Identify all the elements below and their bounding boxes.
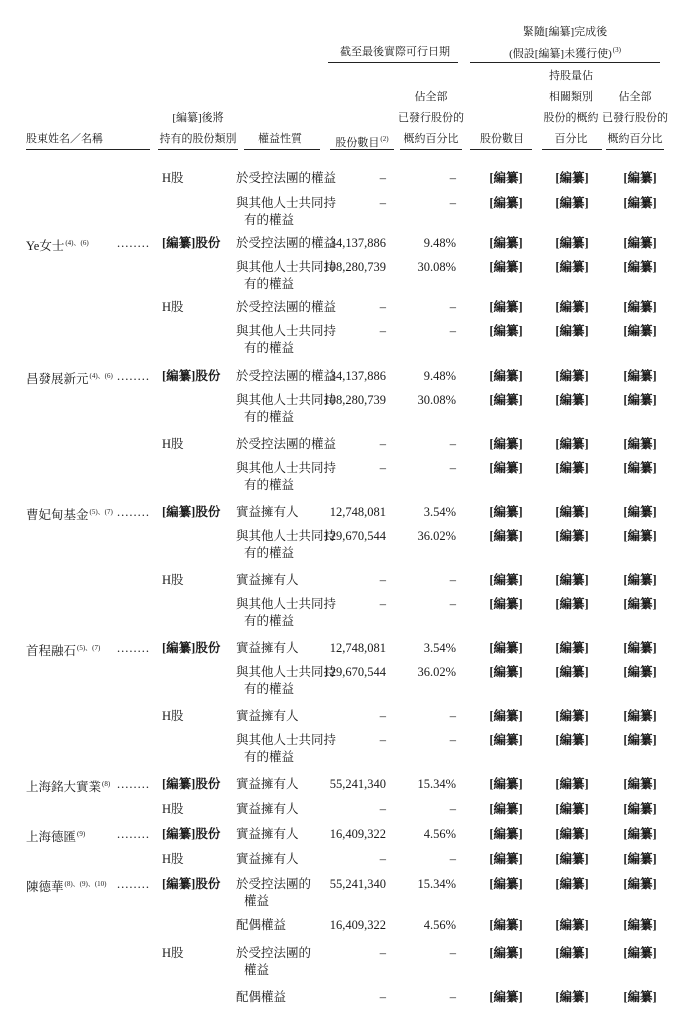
nature-of-interest-cont: 有的權益 — [244, 750, 295, 764]
redacted-after-class-pct: [編纂] — [555, 196, 589, 210]
redacted-after-shares: [編纂] — [489, 777, 523, 791]
redacted-after-shares: [編纂] — [489, 827, 523, 841]
nature-of-interest-cont: 權益 — [244, 894, 270, 908]
group-header-latest: 截至最後實際可行日期 — [340, 46, 450, 58]
redacted-after-class-pct: [編纂] — [555, 777, 589, 791]
shareholding-pct: 9.48% — [423, 236, 456, 250]
nature-of-interest-cont: 有的權益 — [244, 213, 295, 227]
share-class: [編纂]股份 — [162, 777, 221, 791]
col-rule-class — [158, 149, 238, 150]
col-header-after-class-line3: 股份的概約 — [543, 112, 599, 124]
share-count: – — [379, 946, 386, 960]
nature-of-interest: 與其他人士共同持 — [236, 733, 337, 747]
share-class: [編纂]股份 — [162, 505, 221, 519]
redacted-after-total-pct: [編纂] — [623, 665, 657, 679]
redacted-after-total-pct: [編纂] — [623, 529, 657, 543]
shareholding-pct: – — [449, 196, 456, 210]
shareholding-pct: – — [449, 461, 456, 475]
share-count: – — [379, 990, 386, 1004]
redacted-after-total-pct: [編纂] — [623, 324, 657, 338]
redacted-after-shares: [編纂] — [489, 461, 523, 475]
col-header-after-total-line1: 佔全部 — [618, 91, 652, 103]
redacted-after-class-pct: [編纂] — [555, 393, 589, 407]
share-count: – — [379, 573, 386, 587]
note-ref: (9) — [77, 830, 86, 838]
redacted-after-shares: [編纂] — [489, 597, 523, 611]
dot-leader: ........ — [117, 369, 150, 383]
redacted-after-class-pct: [編纂] — [555, 990, 589, 1004]
redacted-after-total-pct: [編纂] — [623, 260, 657, 274]
col-rule-pct — [400, 149, 462, 150]
share-count: 55,241,340 — [329, 777, 386, 791]
nature-of-interest-cont: 權益 — [244, 963, 270, 977]
nature-of-interest: 與其他人士共同持 — [236, 529, 337, 543]
redacted-after-class-pct: [編纂] — [555, 733, 589, 747]
col-rule-after-total — [606, 149, 664, 150]
shareholding-pct: 15.34% — [417, 877, 456, 891]
dot-leader: ........ — [117, 236, 150, 250]
dot-leader: ........ — [117, 827, 150, 841]
redacted-after-class-pct: [編纂] — [555, 802, 589, 816]
share-class: H股 — [162, 709, 184, 723]
redacted-after-class-pct: [編纂] — [555, 369, 589, 383]
share-count: – — [379, 300, 386, 314]
shareholding-pct: – — [449, 597, 456, 611]
share-count: 16,409,322 — [329, 827, 386, 841]
note-ref: (8) — [102, 780, 111, 788]
col-rule-nature — [244, 149, 320, 150]
share-count: – — [379, 709, 386, 723]
nature-of-interest: 與其他人士共同持 — [236, 260, 337, 274]
redacted-after-class-pct: [編纂] — [555, 573, 589, 587]
redacted-after-total-pct: [編纂] — [623, 171, 657, 185]
redacted-after-total-pct: [編纂] — [623, 852, 657, 866]
shareholding-pct: – — [449, 990, 456, 1004]
group-header-after-line2: (假設[編纂]未獲行使)$^{(3)}$ — [509, 46, 621, 60]
dot-leader: ........ — [117, 777, 150, 791]
group-header-latest-rule — [328, 62, 458, 63]
redacted-after-shares: [編纂] — [489, 946, 523, 960]
dot-leader: ........ — [117, 877, 150, 891]
redacted-after-total-pct: [編纂] — [623, 437, 657, 451]
redacted-after-shares: [編纂] — [489, 529, 523, 543]
nature-of-interest: 與其他人士共同持 — [236, 196, 337, 210]
share-count: 129,670,544 — [323, 665, 386, 679]
shareholding-pct: – — [449, 733, 456, 747]
redacted-after-shares: [編纂] — [489, 236, 523, 250]
col-header-shares: 股份數目$^{(2)}$ — [335, 135, 389, 149]
redacted-after-total-pct: [編纂] — [623, 573, 657, 587]
shareholding-pct: – — [449, 324, 456, 338]
shareholding-pct: – — [449, 437, 456, 451]
redacted-after-shares: [編纂] — [489, 877, 523, 891]
col-header-pct-line1: 佔全部 — [414, 91, 448, 103]
share-class: H股 — [162, 852, 184, 866]
shareholding-pct: 36.02% — [417, 529, 456, 543]
share-count: – — [379, 802, 386, 816]
redacted-after-total-pct: [編纂] — [623, 505, 657, 519]
redacted-after-total-pct: [編纂] — [623, 777, 657, 791]
redacted-after-shares: [編纂] — [489, 573, 523, 587]
share-class: [編纂]股份 — [162, 827, 221, 841]
nature-of-interest: 與其他人士共同持 — [236, 665, 337, 679]
shareholding-pct: 4.56% — [423, 827, 456, 841]
redacted-after-total-pct: [編纂] — [623, 461, 657, 475]
redacted-after-shares: [編纂] — [489, 393, 523, 407]
redacted-after-class-pct: [編纂] — [555, 877, 589, 891]
nature-of-interest-cont: 有的權益 — [244, 410, 295, 424]
shareholder-name-text: 首程融石 — [26, 644, 77, 658]
redacted-after-class-pct: [編纂] — [555, 641, 589, 655]
nature-of-interest: 配偶權益 — [236, 990, 287, 1004]
redacted-after-class-pct: [編纂] — [555, 300, 589, 314]
nature-of-interest-cont: 有的權益 — [244, 478, 295, 492]
nature-of-interest: 於受控法團的權益 — [236, 171, 337, 185]
note-ref: (8)、(9)、(10) — [64, 880, 107, 888]
shareholder-name-text: 昌發展新元 — [26, 372, 89, 386]
nature-of-interest: 實益擁有人 — [236, 505, 299, 519]
redacted-after-class-pct: [編纂] — [555, 236, 589, 250]
redacted-after-class-pct: [編纂] — [555, 505, 589, 519]
redacted-after-shares: [編纂] — [489, 802, 523, 816]
share-class: [編纂]股份 — [162, 641, 221, 655]
col-header-after-class-line4: 百分比 — [554, 133, 588, 145]
shareholding-pct: – — [449, 802, 456, 816]
nature-of-interest: 配偶權益 — [236, 918, 287, 932]
shareholding-pct: – — [449, 946, 456, 960]
shareholding-pct: 4.56% — [423, 918, 456, 932]
nature-of-interest: 實益擁有人 — [236, 802, 299, 816]
nature-of-interest: 實益擁有人 — [236, 777, 299, 791]
share-count: – — [379, 733, 386, 747]
redacted-after-shares: [編纂] — [489, 369, 523, 383]
nature-of-interest: 實益擁有人 — [236, 852, 299, 866]
redacted-after-shares: [編纂] — [489, 852, 523, 866]
shareholding-pct: 3.54% — [423, 505, 456, 519]
redacted-after-shares: [編纂] — [489, 196, 523, 210]
nature-of-interest: 實益擁有人 — [236, 641, 299, 655]
redacted-after-total-pct: [編纂] — [623, 877, 657, 891]
nature-of-interest-cont: 有的權益 — [244, 277, 295, 291]
col-header-class-line2: 持有的股份類別 — [159, 133, 237, 145]
nature-of-interest: 與其他人士共同持 — [236, 597, 337, 611]
redacted-after-total-pct: [編纂] — [623, 990, 657, 1004]
nature-of-interest: 與其他人士共同持 — [236, 461, 337, 475]
nature-of-interest: 與其他人士共同持 — [236, 324, 337, 338]
share-count: 108,280,739 — [323, 393, 386, 407]
share-count: – — [379, 597, 386, 611]
share-class: H股 — [162, 171, 184, 185]
nature-of-interest: 實益擁有人 — [236, 573, 299, 587]
redacted-after-class-pct: [編纂] — [555, 529, 589, 543]
shareholder-name-text: Ye女士 — [26, 239, 65, 253]
nature-of-interest-cont: 有的權益 — [244, 341, 295, 355]
share-class: [編纂]股份 — [162, 877, 221, 891]
nature-of-interest: 於受控法團的權益 — [236, 437, 337, 451]
redacted-after-total-pct: [編纂] — [623, 300, 657, 314]
col-header-after-shares: 股份數目 — [480, 133, 524, 145]
nature-of-interest: 於受控法團的權益 — [236, 236, 337, 250]
col-header-after-class-line2: 相關類別 — [549, 91, 593, 103]
share-count: – — [379, 196, 386, 210]
share-count: 34,137,886 — [329, 369, 386, 383]
shareholder-name-text: 曹妃甸基金 — [26, 508, 89, 522]
redacted-after-class-pct: [編纂] — [555, 852, 589, 866]
col-header-nature: 權益性質 — [258, 133, 302, 145]
redacted-after-total-pct: [編纂] — [623, 236, 657, 250]
redacted-after-total-pct: [編纂] — [623, 827, 657, 841]
col-rule-name — [26, 149, 150, 150]
shareholding-pct: 3.54% — [423, 641, 456, 655]
redacted-after-class-pct: [編纂] — [555, 461, 589, 475]
nature-of-interest: 於受控法團的 — [236, 946, 312, 960]
redacted-after-class-pct: [編纂] — [555, 437, 589, 451]
share-count: 12,748,081 — [329, 641, 386, 655]
col-header-pct-line2: 已發行股份的 — [398, 112, 464, 124]
share-count: – — [379, 852, 386, 866]
group-header-after-line1: 緊隨[編纂]完成後 — [522, 26, 608, 38]
redacted-after-shares: [編纂] — [489, 709, 523, 723]
redacted-after-class-pct: [編纂] — [555, 827, 589, 841]
nature-of-interest-cont: 有的權益 — [244, 546, 295, 560]
col-rule-shares — [330, 149, 394, 150]
redacted-after-shares: [編纂] — [489, 733, 523, 747]
note-ref: (4)、(6) — [65, 239, 89, 247]
redacted-after-total-pct: [編纂] — [623, 641, 657, 655]
redacted-after-shares: [編纂] — [489, 171, 523, 185]
redacted-after-shares: [編纂] — [489, 665, 523, 679]
col-header-after-total-line3: 概約百分比 — [607, 133, 663, 145]
share-class: H股 — [162, 437, 184, 451]
redacted-after-total-pct: [編纂] — [623, 369, 657, 383]
shareholder-name-text: 上海銘大實業 — [26, 780, 102, 794]
col-rule-after-shares — [470, 149, 532, 150]
shareholding-pct: 36.02% — [417, 665, 456, 679]
redacted-after-class-pct: [編纂] — [555, 324, 589, 338]
col-header-pct-line3: 概約百分比 — [403, 133, 459, 145]
shareholding-pct: 30.08% — [417, 260, 456, 274]
share-class: H股 — [162, 300, 184, 314]
redacted-after-shares: [編纂] — [489, 641, 523, 655]
redacted-after-total-pct: [編纂] — [623, 597, 657, 611]
share-count: – — [379, 171, 386, 185]
redacted-after-total-pct: [編纂] — [623, 946, 657, 960]
redacted-after-total-pct: [編纂] — [623, 709, 657, 723]
shareholding-pct: – — [449, 171, 456, 185]
share-class: H股 — [162, 802, 184, 816]
note-ref: (4)、(6) — [89, 372, 113, 380]
col-header-name: 股東姓名／名稱 — [26, 133, 103, 145]
redacted-after-shares: [編纂] — [489, 505, 523, 519]
share-class: H股 — [162, 946, 184, 960]
redacted-after-class-pct: [編纂] — [555, 709, 589, 723]
redacted-after-total-pct: [編纂] — [623, 733, 657, 747]
nature-of-interest-cont: 有的權益 — [244, 614, 295, 628]
share-class: [編纂]股份 — [162, 236, 221, 250]
nature-of-interest-cont: 有的權益 — [244, 682, 295, 696]
redacted-after-shares: [編纂] — [489, 324, 523, 338]
redacted-after-total-pct: [編纂] — [623, 918, 657, 932]
nature-of-interest: 實益擁有人 — [236, 709, 299, 723]
share-count: 34,137,886 — [329, 236, 386, 250]
nature-of-interest: 於受控法團的權益 — [236, 369, 337, 383]
note-ref: (5)、(7) — [77, 644, 101, 652]
nature-of-interest: 於受控法團的權益 — [236, 300, 337, 314]
col-header-after-class-line1: 持股量佔 — [549, 70, 593, 82]
share-class: H股 — [162, 573, 184, 587]
dot-leader: ........ — [117, 505, 150, 519]
shareholding-pct: – — [449, 709, 456, 723]
share-count: 16,409,322 — [329, 918, 386, 932]
redacted-after-shares: [編纂] — [489, 918, 523, 932]
shareholding-pct: – — [449, 300, 456, 314]
col-rule-after-class — [542, 149, 602, 150]
nature-of-interest: 於受控法團的 — [236, 877, 312, 891]
share-count: 108,280,739 — [323, 260, 386, 274]
nature-of-interest: 實益擁有人 — [236, 827, 299, 841]
share-count: – — [379, 324, 386, 338]
redacted-after-shares: [編纂] — [489, 437, 523, 451]
redacted-after-class-pct: [編纂] — [555, 597, 589, 611]
share-count: 55,241,340 — [329, 877, 386, 891]
share-count: 129,670,544 — [323, 529, 386, 543]
share-class: [編纂]股份 — [162, 369, 221, 383]
redacted-after-class-pct: [編纂] — [555, 171, 589, 185]
shareholding-pct: 15.34% — [417, 777, 456, 791]
shareholding-pct: – — [449, 852, 456, 866]
shareholding-pct: 9.48% — [423, 369, 456, 383]
redacted-after-class-pct: [編纂] — [555, 918, 589, 932]
redacted-after-shares: [編纂] — [489, 300, 523, 314]
redacted-after-total-pct: [編纂] — [623, 196, 657, 210]
col-header-after-total-line2: 已發行股份的 — [602, 112, 668, 124]
shareholder-name-text: 陳德華 — [26, 880, 64, 894]
col-header-class-line1: [編纂]後將 — [172, 112, 224, 124]
share-count: 12,748,081 — [329, 505, 386, 519]
redacted-after-class-pct: [編纂] — [555, 665, 589, 679]
redacted-after-class-pct: [編纂] — [555, 946, 589, 960]
share-count: – — [379, 437, 386, 451]
dot-leader: ........ — [117, 641, 150, 655]
shareholding-pct: – — [449, 573, 456, 587]
redacted-after-total-pct: [編纂] — [623, 393, 657, 407]
share-count: – — [379, 461, 386, 475]
redacted-after-total-pct: [編纂] — [623, 802, 657, 816]
shareholder-name-text: 上海德匯 — [26, 830, 77, 844]
group-header-after-rule — [470, 62, 660, 63]
redacted-after-shares: [編纂] — [489, 990, 523, 1004]
shareholding-pct: 30.08% — [417, 393, 456, 407]
redacted-after-shares: [編纂] — [489, 260, 523, 274]
note-ref: (5)、(7) — [89, 508, 113, 516]
redacted-after-class-pct: [編纂] — [555, 260, 589, 274]
nature-of-interest: 與其他人士共同持 — [236, 393, 337, 407]
